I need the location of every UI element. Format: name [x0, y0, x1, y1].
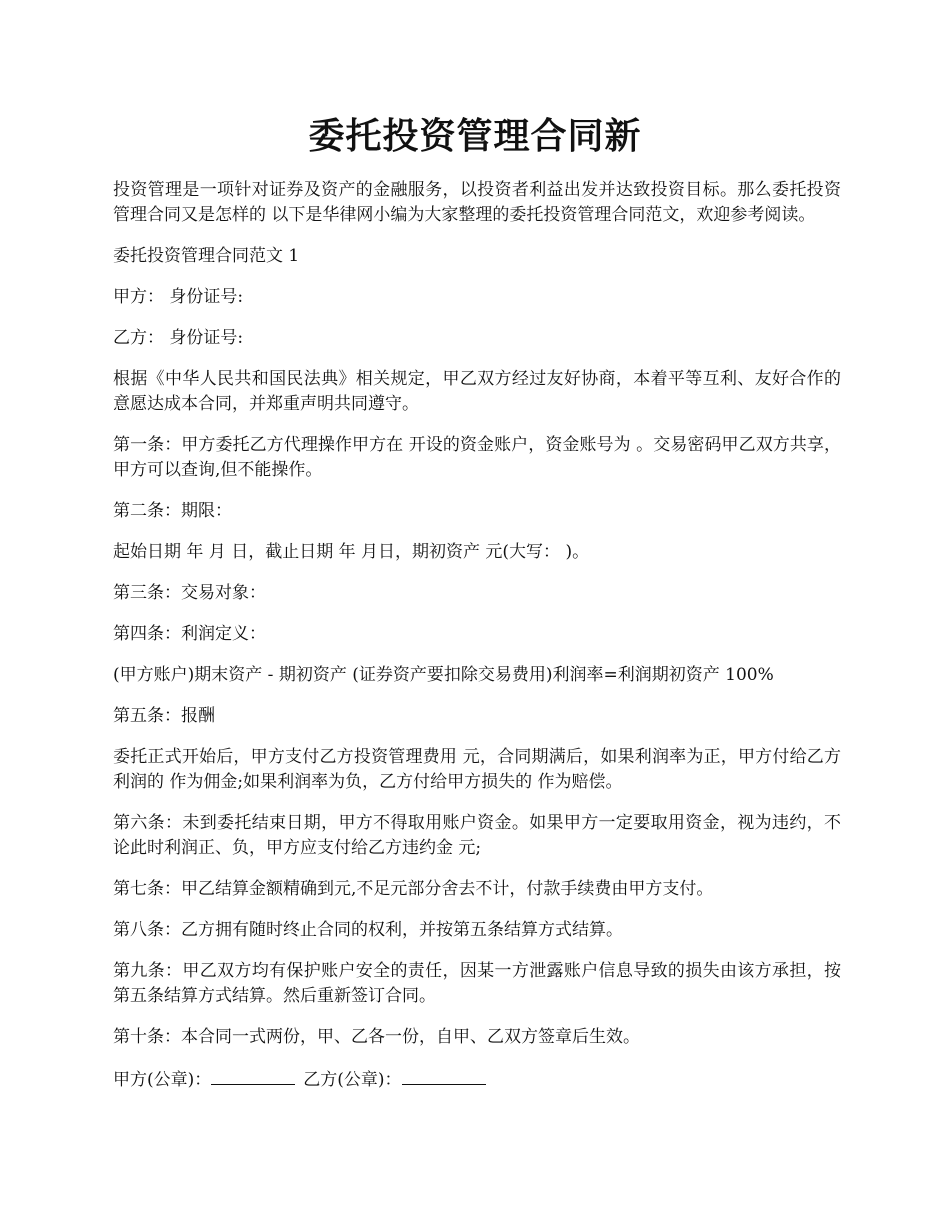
- party-b-seal-blank[interactable]: [402, 1066, 486, 1085]
- document-body: [113, 178, 841, 1093]
- article-6: 第六条：未到委托结束日期，甲方不得取用账户资金。如果甲方一定要取用资金，视为违约，不论此时利润正、负，甲方应支付给乙方违约金 元;: [113, 813, 841, 858]
- article-4: 第四条：利润定义：: [113, 624, 266, 644]
- article-8: 第八条：乙方拥有随时终止合同的权利，并按第五条结算方式结算。: [113, 920, 623, 940]
- section-heading: 委托投资管理合同范文 1: [113, 246, 300, 266]
- profit-formula: (甲方账户)期末资产 - 期初资产 (证券资产要扣除交易费用)利润率=利润期初资产 100%: [113, 665, 774, 685]
- compensation-paragraph: 委托正式开始后，甲方支付乙方投资管理费用 元，合同期满后，如果利润率为正，甲方付给乙方利润的 作为佣金;如果利润率为负，乙方付给甲方损失的 作为赔偿。: [113, 747, 841, 792]
- article-9: 第九条：甲乙双方均有保护账户安全的责任，因某一方泄露账户信息导致的损失由该方承担，按第五条结算方式结算。然后重新签订合同。: [113, 961, 841, 1006]
- article-10: 第十条：本合同一式两份，甲、乙各一份，自甲、乙双方签章后生效。: [113, 1027, 640, 1047]
- party-a-seal-label: 甲方(公章)：: [113, 1070, 212, 1090]
- article-3: 第三条：交易对象：: [113, 583, 266, 603]
- intro-paragraph: 投资管理是一项针对证券及资产的金融服务，以投资者利益出发并达致投资目标。那么委托投资管理合同又是怎样的 以下是华律网小编为大家整理的委托投资管理合同范文，欢迎参考阅读。: [113, 180, 841, 225]
- preamble-paragraph: 根据《中华人民共和国民法典》相关规定，甲乙双方经过友好协商，本着平等互利、友好合作的意愿达成本合同，并郑重声明共同遵守。: [113, 369, 841, 414]
- party-a-line: 甲方： 身份证号:: [113, 287, 244, 307]
- article-2: 第二条：期限：: [113, 501, 232, 521]
- document-title: 委托投资管理合同新: [308, 115, 642, 157]
- party-b-line: 乙方： 身份证号:: [113, 328, 244, 348]
- signature-line: [113, 1066, 841, 1093]
- article-7: 第七条：甲乙结算金额精确到元,不足元部分舍去不计，付款手续费由甲方支付。: [113, 879, 714, 899]
- party-a-seal-blank[interactable]: [211, 1066, 295, 1085]
- article-1: 第一条：甲方委托乙方代理操作甲方在 开设的资金账户，资金账号为 。交易密码甲乙双方共享，甲方可以查询,但不能操作。: [113, 435, 841, 480]
- article-5: 第五条：报酬: [113, 706, 215, 726]
- party-b-seal-label: 乙方(公章)：: [303, 1070, 402, 1090]
- term-dates: 起始日期 年 月 日，截止日期 年 月日，期初资产 元(大写： )。: [113, 542, 590, 562]
